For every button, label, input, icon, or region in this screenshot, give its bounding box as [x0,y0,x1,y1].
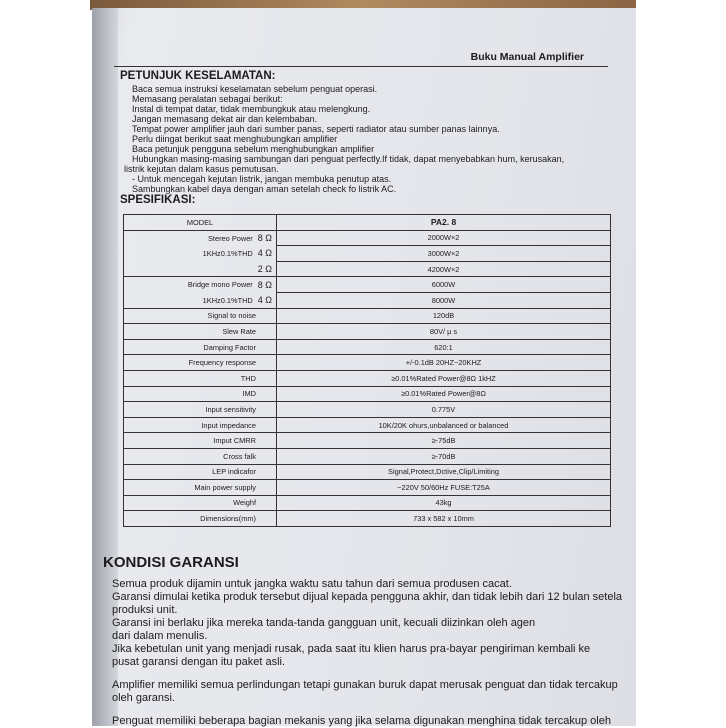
label-group [128,280,272,290]
safety-line: listrik kejutan dalam kasus pemutusan. [124,164,279,174]
warranty-text [112,578,622,728]
stereo-power-value: 2000W×2 [277,230,611,246]
safety-heading: PETUNJUK KESELAMATAN: [120,70,276,82]
label-group [128,233,272,243]
stereo-power-label [124,230,277,246]
spec-value: 120dB [277,308,611,324]
warranty-line: Jika kebetulan unit yang menjadi rusak, pada saat itu klien harus pra-bayar pengiriman kembali ke [112,643,591,655]
table-row [124,417,611,433]
table-row [124,495,611,511]
bridge-power-label [124,277,277,293]
spec-label: LEP indicafor [124,464,277,480]
model-value: PA2. 8 [277,215,611,231]
thd-label: 1KHz0.1%THD [202,295,253,305]
safety-instructions [124,84,565,194]
table-row [124,339,611,355]
impedance-label: 4 Ω [257,295,272,306]
warranty-line: produksi unit. [112,604,178,616]
warranty-heading: KONDISI GARANSI [103,554,239,571]
label-group [128,248,272,258]
table-row [124,402,611,418]
model-label: MODEL [124,215,277,231]
spec-label: Slew Rate [124,324,277,340]
spec-value: 620:1 [277,339,611,355]
table-row [124,464,611,480]
spec-value: +/-0.1dB 20HZ~20KHZ [277,355,611,371]
warranty-line: Amplifier memiliki semua perlindungan tetapi gunakan buruk dapat merusak penguat dan tidak tercakup [112,679,618,691]
impedance-label: 4 Ω [257,248,272,259]
warranty-line: Garansi dimulai ketika produk tersebut dijual kepada pengguna akhir, dan tidak lebih dari 12 bulan setela [112,591,623,603]
table-row [124,386,611,402]
safety-line: Jangan memasang dekat air dan kelembaban. [132,114,318,124]
safety-line: Baca petunjuk pengguna sebelum menghubungkan amplifier [132,144,375,154]
bridge-power-value: 6000W [277,277,611,293]
table-row [124,246,611,262]
warranty-line: Garansi ini berlaku jika mereka tanda-tanda gangguan unit, kecuali diizinkan oleh agen [112,617,536,629]
table-row [124,230,611,246]
stereo-power-label [124,246,277,262]
spec-value: 10K/20K ohurs,unbalanced or balanced [277,417,611,433]
label-text [208,234,253,243]
warranty-line: Penguat memiliki beberapa bagian mekanis yang jika selama digunakan menghina tidak tercakup oleh [112,715,611,727]
impedance-label: 2 Ω [257,263,272,274]
stereo-power-value: 4200W×2 [277,261,611,277]
power-label: Stereo Power [207,233,253,243]
label-text [188,280,253,289]
spec-label: Frequency response [124,355,277,371]
safety-line: Tempat power amplifier jauh dari sumber panas, seperti radiator atau sumber panas lainnya. [132,124,500,134]
spec-table [123,214,611,527]
label-text [203,249,253,258]
stereo-power-label [124,261,277,277]
spec-value: ≥-70dB [277,448,611,464]
label-text [203,296,253,305]
bridge-power-label [124,292,277,308]
warranty-line [112,705,622,715]
impedance-label: 8 Ω [257,279,272,290]
header-rule [114,66,608,67]
safety-line: Memasang peralatan sebagai berikut: [132,94,283,104]
spec-value: Signal,Protect,Dctive,Clip/Limiting [277,464,611,480]
safety-line: Sambungkan kabel daya dengan aman setelah check fo listrik AC. [132,184,397,194]
spec-label: Dimensions(mm) [124,511,277,527]
warranty-line: pusat garansi dengan itu paket asli. [112,656,286,668]
power-label: Bridge mono Power [187,280,253,290]
spec-value: 80V/ μ s [277,324,611,340]
spec-label: Damping Factor [124,339,277,355]
table-row [124,370,611,386]
spec-value: ≥0.01%Rated Power@8Ω [277,386,611,402]
page-header: Buku Manual Amplifier [470,51,584,63]
spec-label: Main power supply [124,480,277,496]
impedance-label: 8 Ω [257,233,272,244]
label-group [128,295,272,305]
table-row [124,511,611,527]
spec-label: Imput CMRR [124,433,277,449]
table-row [124,448,611,464]
spec-value: 733 x 582 x 10mm [277,511,611,527]
safety-line: Instal di tempat datar, tidak membungkuk atau melengkung. [132,104,371,114]
spec-label: Cross falk [124,448,277,464]
table-row [124,355,611,371]
safety-line: Perlu diingat berikut saat menghubungkan amplifier [132,134,338,144]
spec-label: THD [124,370,277,386]
spec-value: 0.775V [277,402,611,418]
spec-value: ≥-75dB [277,433,611,449]
safety-line: Baca semua instruksi keselamatan sebelum penguat operasi. [132,84,378,94]
warranty-line: Semua produk dijamin untuk jangka waktu satu tahun dari semua produsen cacat. [112,578,512,590]
table-row [124,324,611,340]
manual-page [92,8,636,726]
table-row [124,277,611,293]
spec-value: 43kg [277,495,611,511]
warranty-line: dari dalam menulis. [112,630,208,642]
spec-label: Signal to noise [124,308,277,324]
spec-label: Weighf [124,495,277,511]
safety-line: - Untuk mencegah kejutan listrik, jangan membuka penutup atas. [132,174,392,184]
spec-heading: SPESIFIKASI: [120,194,196,206]
spec-value: ~220V 50/60Hz FUSE:T25A [277,480,611,496]
stereo-power-value: 3000W×2 [277,246,611,262]
spec-label: Input impedance [124,417,277,433]
spec-label: IMD [124,386,277,402]
warranty-line [112,669,622,679]
table-row [124,480,611,496]
spec-value: ≥0.01%Rated Power@8Ω 1kHZ [277,370,611,386]
table-row [124,308,611,324]
table-row [124,433,611,449]
spec-label: Input sensitivity [124,402,277,418]
table-row [124,215,611,231]
table-row [124,261,611,277]
safety-line: Hubungkan masing-masing sambungan dari penguat perfectly.If tidak, dapat menyebabkan hum, kerusakan, [132,154,565,164]
label-group [128,264,272,274]
table-row [124,292,611,308]
warranty-line: oleh garansi. [112,692,175,704]
bridge-power-value: 8000W [277,292,611,308]
thd-label: 1KHz0.1%THD [202,248,253,258]
